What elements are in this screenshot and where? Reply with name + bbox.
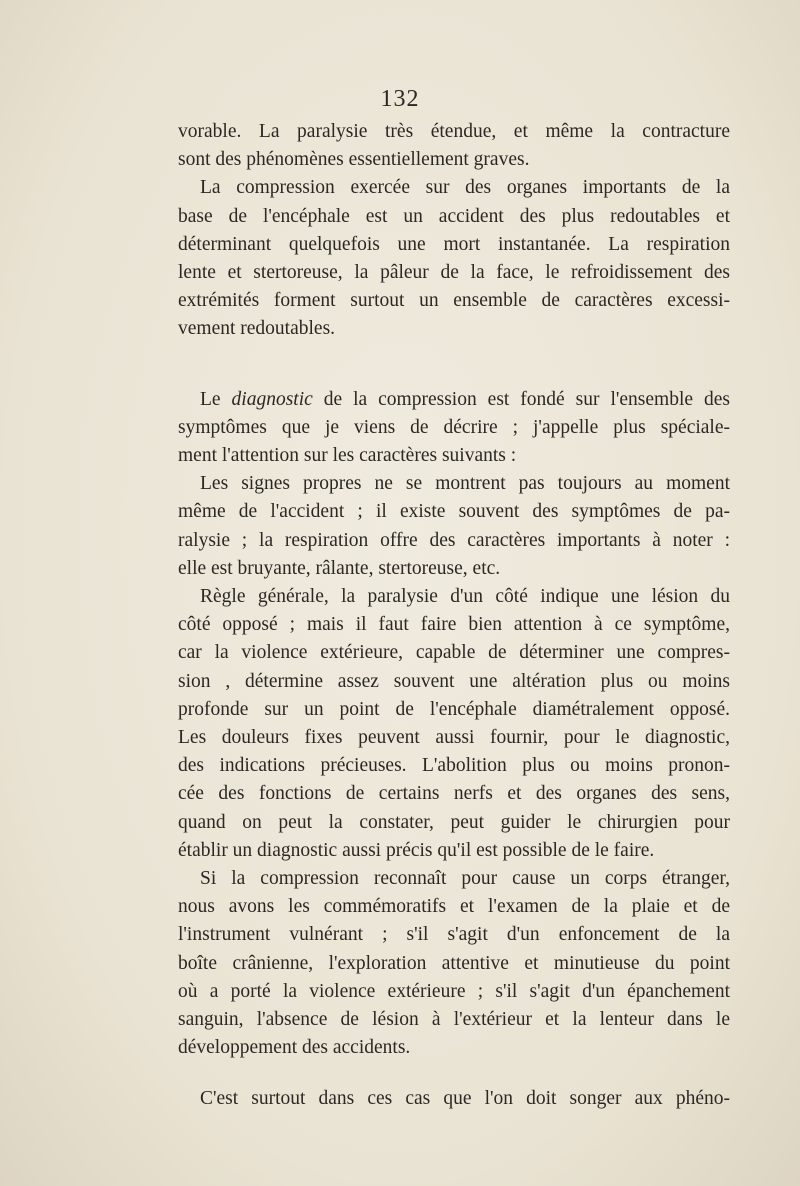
text-line: établir un diagnostic aussi précis qu'il est possible de le faire. [178, 839, 655, 861]
text-line: même de l'accident ; il existe souvent des symptômes de pa- [178, 501, 730, 523]
text-line: vement redoutables. [178, 318, 336, 340]
text-line: sanguin, l'absence de lésion à l'extérieur et la lenteur dans le [178, 1009, 730, 1031]
text-line: côté opposé ; mais il faut faire bien attention à ce symptôme, [178, 614, 730, 636]
body-text [178, 118, 730, 1113]
text-line: profonde sur un point de l'encéphale diamétralement opposé. [178, 698, 730, 720]
text-line: déterminant quelquefois une mort instantanée. La respiration [178, 233, 730, 255]
text-fragment: de la compression est fondé sur l'ensemble des [312, 388, 730, 410]
text-line: ralysie ; la respiration offre des caractères importants à noter : [178, 529, 730, 551]
paragraph [178, 1085, 730, 1113]
section-spacer [178, 344, 730, 386]
text-line: l'instrument vulnérant ; s'il s'agit d'un enfoncement de la [178, 924, 730, 946]
text-line: elle est bruyante, râlante, stertoreuse, etc. [178, 557, 501, 579]
emphasized-term: diagnostic [231, 388, 313, 410]
text-line: lente et stertoreuse, la pâleur de la face, le refroidissement des [178, 262, 730, 284]
text-line: nous avons les commémoratifs et l'examen de la plaie et de [178, 896, 730, 918]
text-line [178, 386, 730, 414]
page-number: 132 [380, 86, 420, 112]
text-line: base de l'encéphale est un accident des plus redoutables et [178, 205, 730, 227]
paragraph-spacer [178, 1063, 730, 1085]
text-line: Les signes propres ne se montrent pas toujours au moment [200, 473, 730, 495]
text-line: des indications précieuses. L'abolition plus ou moins pronon- [178, 755, 730, 777]
text-line: sion , détermine assez souvent une altération plus ou moins [178, 670, 730, 692]
paragraph [178, 865, 730, 1062]
text-line: cée des fonctions de certains nerfs et des organes des sens, [178, 783, 730, 805]
text-line: C'est surtout dans ces cas que l'on doit songer aux phéno- [200, 1087, 730, 1109]
text-line: vorable. La paralysie très étendue, et même la contracture [178, 121, 730, 142]
text-line: ment l'attention sur les caractères suivants : [178, 445, 517, 467]
paragraph [178, 174, 730, 343]
text-line: extrémités forment surtout un ensemble de caractères excessi- [178, 290, 730, 312]
paragraph [178, 583, 730, 865]
paragraph [178, 386, 730, 471]
text-line: quand on peut la constater, peut guider le chirurgien pour [178, 811, 730, 833]
text-line: boîte crânienne, l'exploration attentive et minutieuse du point [178, 952, 730, 974]
text-line: sont des phénomènes essentiellement graves. [178, 149, 530, 171]
text-line: car la violence extérieure, capable de déterminer une compres- [178, 642, 730, 664]
text-line: Règle générale, la paralysie d'un côté indique une lésion du [200, 586, 730, 608]
text-line: Les douleurs fixes peuvent aussi fournir, pour le diagnostic, [178, 727, 730, 749]
paragraph [178, 118, 730, 174]
text-line: développement des accidents. [178, 1037, 411, 1059]
paragraph [178, 470, 730, 583]
text-line: La compression exercée sur des organes importants de la [200, 177, 730, 199]
text-line: où a porté la violence extérieure ; s'il s'agit d'un épanchement [178, 980, 730, 1002]
text-fragment: Le [200, 388, 232, 410]
text-line: Si la compression reconnaît pour cause un corps étranger, [200, 868, 730, 890]
text-line: symptômes que je viens de décrire ; j'appelle plus spéciale- [178, 416, 730, 438]
